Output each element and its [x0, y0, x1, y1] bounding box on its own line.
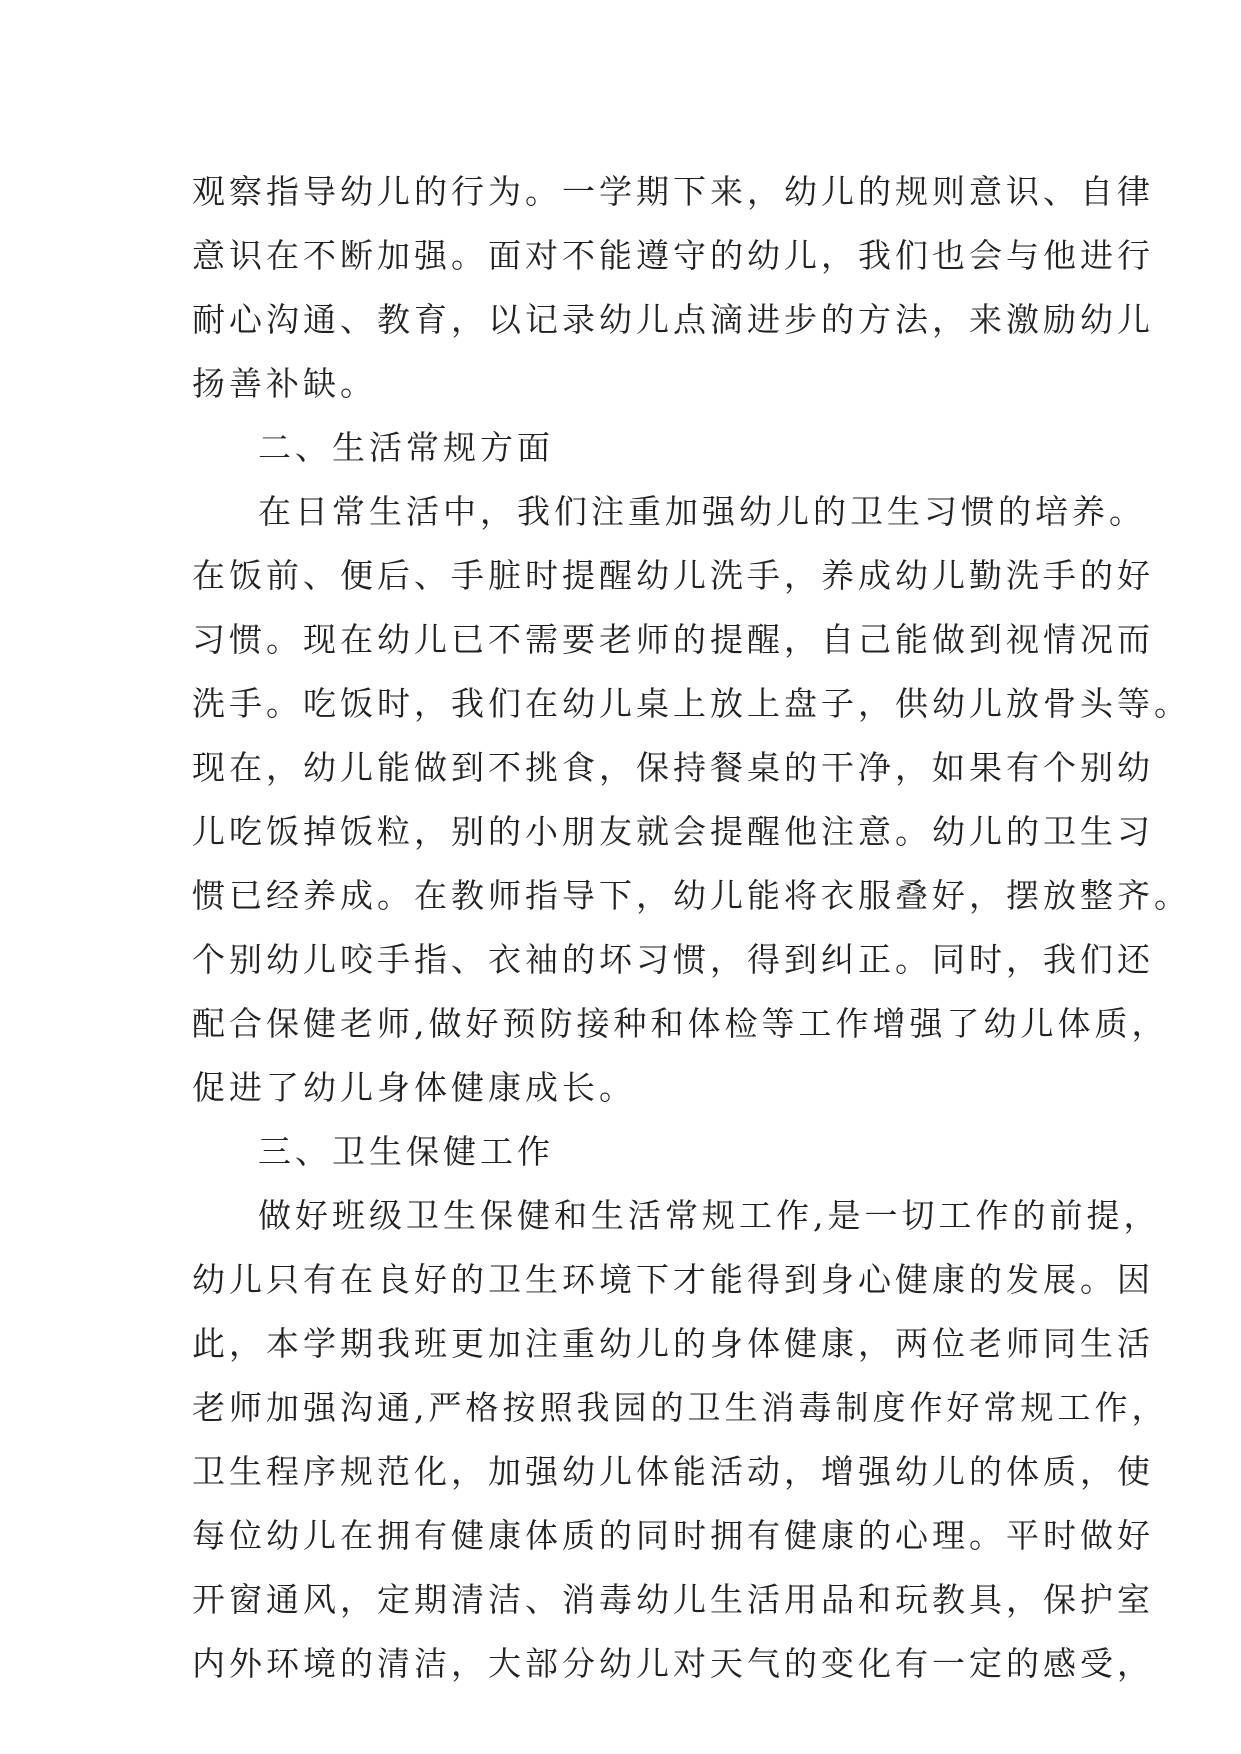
text-line: 在日常生活中，我们注重加强幼儿的卫生习惯的培养。 — [258, 492, 1146, 531]
text-line: 观察指导幼儿的行为。一学期下来，幼儿的规则意识、自律 — [192, 172, 1154, 211]
text-line: 老师加强沟通,严格按照我园的卫生消毒制度作好常规工作， — [192, 1388, 1169, 1427]
text-line: 配合保健老师,做好预防接种和体检等工作增强了幼儿体质， — [192, 1004, 1169, 1043]
text-line: 做好班级卫生保健和生活常规工作,是一切工作的前提， — [258, 1196, 1161, 1235]
text-line: 儿吃饭掉饭粒，别的小朋友就会提醒他注意。幼儿的卫生习 — [192, 812, 1154, 851]
text-line: 内外环境的清洁，大部分幼儿对天气的变化有一定的感受， — [192, 1644, 1154, 1683]
text-line: 卫生程序规范化，加强幼儿体能活动，增强幼儿的体质，使 — [192, 1452, 1154, 1491]
text-line: 个别幼儿咬手指、衣袖的坏习惯，得到纠正。同时，我们还 — [192, 940, 1154, 979]
text-line: 意识在不断加强。面对不能遵守的幼儿，我们也会与他进行 — [192, 236, 1154, 275]
text-line: 扬善补缺。 — [192, 364, 377, 403]
text-line: 此，本学期我班更加注重幼儿的身体健康，两位老师同生活 — [192, 1324, 1154, 1363]
text-line: 惯已经养成。在教师指导下，幼儿能将衣服叠好，摆放整齐。 — [192, 876, 1191, 915]
text-line: 每位幼儿在拥有健康体质的同时拥有健康的心理。平时做好 — [192, 1516, 1154, 1555]
section-heading: 二、生活常规方面 — [258, 428, 554, 467]
text-line: 开窗通风，定期清洁、消毒幼儿生活用品和玩教具，保护室 — [192, 1580, 1154, 1619]
text-line: 洗手。吃饭时，我们在幼儿桌上放上盘子，供幼儿放骨头等。 — [192, 684, 1191, 723]
section-heading: 三、卫生保健工作 — [258, 1132, 554, 1171]
text-line: 促进了幼儿身体健康成长。 — [192, 1068, 636, 1107]
text-line: 现在，幼儿能做到不挑食，保持餐桌的干净，如果有个别幼 — [192, 748, 1154, 787]
text-line: 在饭前、便后、手脏时提醒幼儿洗手，养成幼儿勤洗手的好 — [192, 556, 1154, 595]
text-line: 耐心沟通、教育，以记录幼儿点滴进步的方法，来激励幼儿 — [192, 300, 1154, 339]
document-body — [192, 160, 1191, 1696]
text-line: 习惯。现在幼儿已不需要老师的提醒，自己能做到视情况而 — [192, 620, 1154, 659]
text-line: 幼儿只有在良好的卫生环境下才能得到身心健康的发展。因 — [192, 1260, 1154, 1299]
